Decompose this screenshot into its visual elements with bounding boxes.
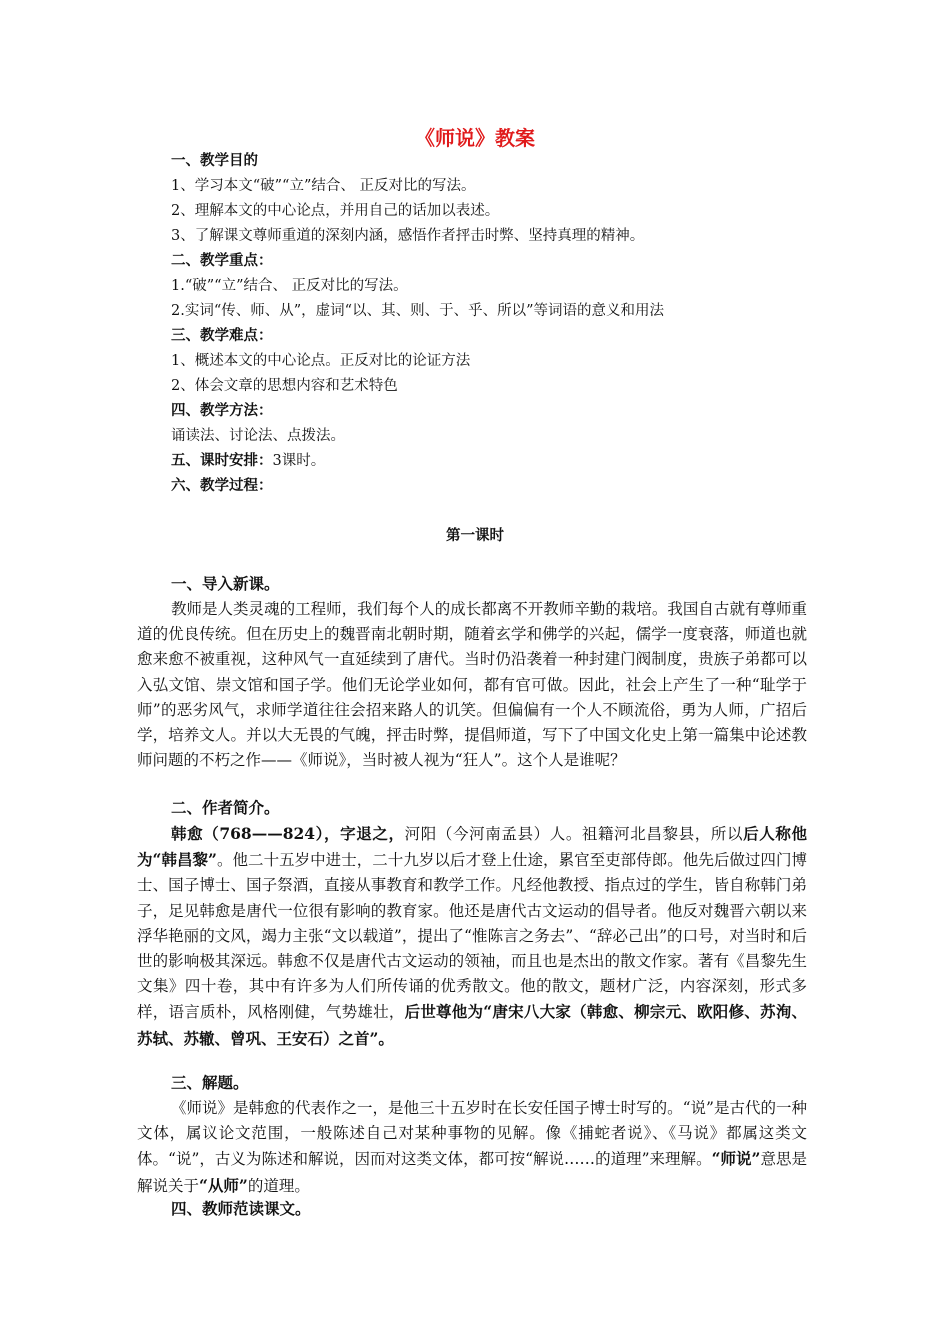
goal-item: 3、了解课文尊师重道的深刻内涵，感悟作者抨击时弊、坚持真理的精神。 [171, 228, 645, 244]
author-text: 河阳（今河南孟县）人。祖籍河北昌黎县，所以 [404, 825, 744, 843]
author-name: 韩愈（768——824），字退之， [171, 824, 405, 843]
reading-heading: 四、教师范读课文。 [171, 1199, 311, 1218]
intro-paragraph: 教师是人类灵魂的工程师，我们每个人的成长都离不开教师辛勤的栽培。我国自古就有尊师重道的优良传统。但在历史上的魏晋南北朝时期，随着玄学和佛学的兴起，儒学一度衰落，师道也就愈来愈不被重视，这种风气一直延续到了唐代。当时仍沿袭着一种封建门阀制度，贵族子弟都可以入弘文馆、崇文馆和国子学。他们无论学业如何，都有官可做。因此，社会上产生了一种“耻学于师”的恶劣风气，求师学道往往会招来路人的讥笑。但偏偏有一个人不顾流俗，勇为人师，广招后学，培养文人。并以大无畏的气魄，抨击时弊，提倡师道，写下了中国文化史上第一篇集中论述教师问题的不朽之作——《师说》，当时被人视为“狂人”。这个人是谁呢？ [137, 600, 807, 770]
difficulty-item: 1、概述本文的中心论点。正反对比的论证方法 [171, 353, 471, 369]
difficulty-item: 2、体会文章的思想内容和艺术特色 [171, 378, 398, 394]
explain-text: 《师说》是韩愈的代表作之一，是他三十五岁时在长安任国子博士时写的。“说”是古代的一种文体，属议论文范围，一般陈述自己对某种事物的见解。像《捕蛇者说》、《马说》都属这类文体。“说”，古义为陈述和解说，因而对这类文体，都可按“解说……的道理”来理解。 [137, 1099, 807, 1169]
methods-heading: 四、教学方法： [171, 402, 273, 419]
author-text: 。他二十五岁中进士，二十九岁以后才登上仕途，累官至吏部侍郎。他先后做过四门博士、国子博士、国子祭酒，直接从事教育和教学工作。凡经他教授、指点过的学生，皆自称韩门弟子，足见韩愈是唐代一位很有影响的教育家。他还是唐代古文运动的倡导者。他反对魏晋六朝以来浮华艳丽的文风，竭力主张“文以载道”，提出了“惟陈言之务去”、“辞必己出”的口号，对当时和后世的影响极其深远。韩愈不仅是唐代古文运动的领袖，而且也是杰出的散文作家。著有《昌黎先生文集》四十卷，其中有许多为人们所传诵的优秀散文。他的散文，题材广泛，内容深刻，形式多样，语言质朴，风格刚健，气势雄壮， [137, 851, 807, 1022]
goals-heading: 一、教学目的 [171, 152, 258, 169]
key-points-heading: 二、教学重点： [171, 252, 273, 269]
author-heading: 二、作者简介。 [171, 798, 280, 817]
author-title: 后世尊他为“唐宋八大家（韩愈、柳宗元、欧阳修、苏洵、苏轼、苏辙、曾巩、王安石）之首”。 [137, 1002, 807, 1048]
goal-item: 1、学习本文“破”“立”结合、 正反对比的写法。 [171, 178, 476, 194]
schedule-line [171, 451, 325, 471]
intro-heading: 一、导入新课。 [171, 574, 280, 593]
process-heading: 六、教学过程： [171, 477, 273, 494]
author-nickname: 后人称他为“韩昌黎” [137, 824, 807, 870]
key-point-item: 1.“破”“立”结合、 正反对比的写法。 [171, 278, 408, 294]
schedule-heading: 五、课时安排： [171, 452, 273, 469]
difficulties-heading: 三、教学难点： [171, 327, 273, 344]
explain-heading: 三、解题。 [171, 1073, 249, 1092]
explain-text: 的道理。 [247, 1176, 310, 1195]
explain-paragraph [137, 1096, 807, 1199]
lesson-title: 第一课时 [446, 527, 504, 544]
explain-term: “从师” [199, 1175, 248, 1195]
methods-text: 诵读法、讨论法、点拨法。 [171, 428, 345, 444]
key-point-item: 2.实词“传、师、从”，虚词“以、其、则、于、乎、所以”等词语的意义和用法 [171, 303, 664, 319]
explain-term: “师说” [711, 1149, 761, 1169]
document-title: 《师说》教案 [415, 126, 535, 150]
goal-item: 2、理解本文的中心论点，并用自己的话加以表述。 [171, 203, 500, 219]
author-paragraph [137, 821, 807, 1052]
explain-text: 意思是解说关于 [137, 1150, 807, 1195]
schedule-value: 3课时。 [272, 453, 326, 469]
